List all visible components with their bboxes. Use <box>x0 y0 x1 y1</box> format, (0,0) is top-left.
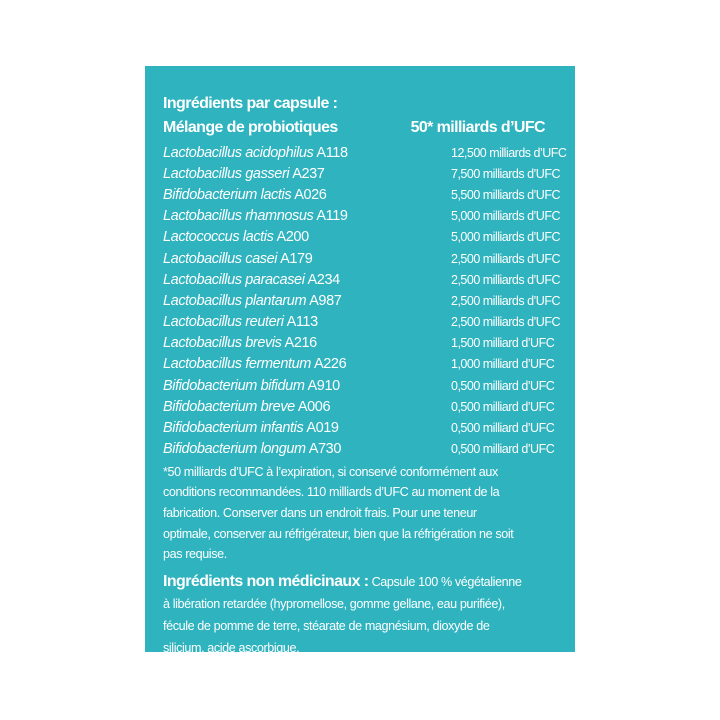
strain-name <box>163 314 318 330</box>
strain-name <box>163 356 346 372</box>
strain-cfu: 0,500 milliard d’UFC <box>451 378 555 393</box>
strain-species: Lactobacillus brevis <box>163 335 282 352</box>
strain-cfu: 0,500 milliard d’UFC <box>451 442 555 457</box>
blend-amount: 50* milliards d’UFC <box>410 119 545 136</box>
strain-cfu: 0,500 milliard d’UFC <box>451 421 555 436</box>
strain-row <box>163 290 563 311</box>
strain-species: Lactobacillus plantarum <box>163 292 307 309</box>
strain-species: Lactobacillus rhamnosus <box>163 208 314 225</box>
strain-row <box>163 312 563 333</box>
blend-label: Mélange de probiotiques <box>163 119 338 136</box>
strain-row <box>163 375 563 396</box>
strain-species: Lactobacillus gasseri <box>163 165 290 182</box>
strain-cfu: 5,500 milliards d’UFC <box>451 187 560 202</box>
strain-list <box>163 142 567 460</box>
non-medicinal-label: Ingrédients non médicinaux : <box>163 572 369 590</box>
strain-species: Lactobacillus casei <box>163 250 278 267</box>
strain-code: A179 <box>280 250 313 267</box>
strain-row <box>163 396 563 417</box>
strain-name <box>163 272 340 288</box>
strain-species: Lactococcus lactis <box>163 229 274 246</box>
strain-cfu: 0,500 milliard d’UFC <box>451 399 555 414</box>
strain-code: A006 <box>297 398 331 415</box>
strain-cfu: 5,000 milliards d’UFC <box>451 209 560 224</box>
non-medicinal-ingredients <box>163 571 523 659</box>
strain-cfu: 2,500 milliards d’UFC <box>451 272 560 287</box>
strain-row <box>163 227 563 248</box>
strain-code: A200 <box>276 229 309 246</box>
ingredients-panel <box>145 66 575 655</box>
strain-name <box>163 293 341 309</box>
non-medicinal-text: Capsule 100 % végétalienne à libération retardée (hypromellose, gomme gellane, eau purifiée), fécule de pomme de terre, stéarate de magnésium, dioxyde de silicium, acide ascorbique. <box>163 574 522 655</box>
strain-code: A026 <box>294 186 327 203</box>
strain-code: A910 <box>307 377 340 394</box>
strain-code: A730 <box>308 441 341 458</box>
strain-name <box>163 251 312 267</box>
strain-species: Bifidobacterium longum <box>163 441 306 458</box>
strain-species: Lactobacillus reuteri <box>163 314 284 331</box>
strain-cfu: 7,500 milliards d’UFC <box>451 166 560 181</box>
strain-row <box>163 417 563 438</box>
strain-name <box>163 208 348 224</box>
strain-row <box>163 163 563 184</box>
strain-code: A113 <box>286 314 318 331</box>
strain-row <box>163 206 563 227</box>
strain-name <box>163 145 348 161</box>
strain-row <box>163 354 563 375</box>
strain-name <box>163 378 340 394</box>
strain-row <box>163 142 567 163</box>
strain-species: Lactobacillus acidophilus <box>163 144 314 161</box>
storage-footnote: *50 milliards d’UFC à l’expiration, si conservé conformément aux conditions recommandées. 110 milliards d’UFC au moment de la fabrication. Conserver dans un endroit frais. Pour une teneur optimale, conserver au réfrigérateur, bien que la réfrigération ne soit pas requise. <box>163 464 514 562</box>
strain-row <box>163 439 563 460</box>
strain-cfu: 5,000 milliards d’UFC <box>451 230 560 245</box>
strain-code: A237 <box>292 165 325 182</box>
strain-species: Bifidobacterium breve <box>163 398 295 415</box>
strain-cfu: 2,500 milliards d’UFC <box>451 293 560 308</box>
strain-code: A987 <box>309 292 342 309</box>
strain-cfu: 2,500 milliards d’UFC <box>451 251 560 266</box>
strain-row <box>163 184 563 205</box>
strain-row <box>163 333 563 354</box>
strain-name <box>163 229 309 245</box>
probiotic-blend-row <box>163 118 563 138</box>
strain-row <box>163 248 563 269</box>
strain-cfu: 1,000 milliard d’UFC <box>451 357 555 372</box>
strain-name <box>163 399 330 415</box>
strain-code: A118 <box>316 144 348 161</box>
strain-name <box>163 335 317 351</box>
strain-code: A234 <box>307 271 340 288</box>
strain-species: Lactobacillus paracasei <box>163 271 305 288</box>
strain-code: A019 <box>306 420 339 437</box>
ingredients-content <box>163 94 567 659</box>
strain-name <box>163 166 324 182</box>
strain-cfu: 1,500 milliard d’UFC <box>451 336 555 351</box>
strain-code: A226 <box>313 356 347 373</box>
strain-cfu: 2,500 milliards d’UFC <box>451 315 560 330</box>
strain-name <box>163 187 326 203</box>
strain-cfu: 12,500 milliards d’UFC <box>451 145 567 160</box>
ingredients-title: Ingrédients par capsule : <box>163 95 338 112</box>
strain-name <box>163 441 341 457</box>
strain-species: Bifidobacterium lactis <box>163 186 292 203</box>
strain-species: Bifidobacterium bifidum <box>163 377 305 394</box>
strain-code: A119 <box>316 208 348 225</box>
strain-species: Lactobacillus fermentum <box>163 356 311 373</box>
strain-code: A216 <box>284 335 317 352</box>
strain-name <box>163 420 339 436</box>
strain-species: Bifidobacterium infantis <box>163 420 304 437</box>
strain-row <box>163 269 563 290</box>
